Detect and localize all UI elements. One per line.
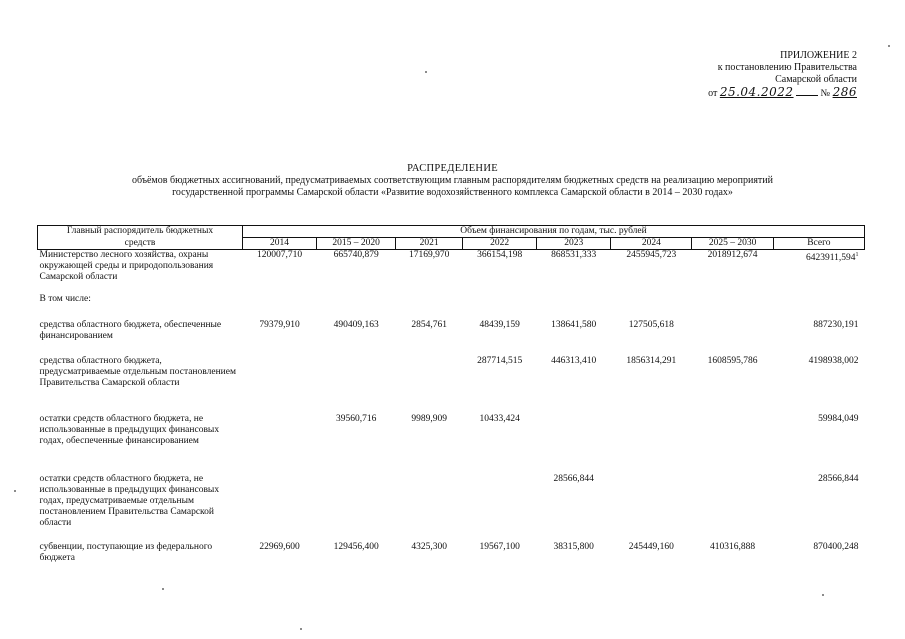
row-value [692,320,773,356]
scan-speck [888,45,890,47]
value-text: 39560,716 [335,413,377,424]
row-value [611,320,692,356]
row-value [773,414,864,474]
row-value [243,250,317,294]
value-text: 4198938,002 [808,355,859,366]
footnote-mark: 1 [855,252,859,258]
row-value [243,542,317,572]
row-value [317,320,396,356]
row-label: В том числе: [39,293,91,304]
header-year: 2024 [611,238,692,250]
row-value [317,356,396,414]
row-value [463,250,537,294]
value-text: 870400,248 [813,541,859,552]
header-year: 2014 [243,238,317,250]
row-value [243,474,317,542]
document-heading [0,163,905,199]
row-value [396,474,463,542]
row-value [611,294,692,320]
row-value [537,250,611,294]
financing-table [37,225,865,572]
table-row [38,356,865,414]
header-year: 2023 [537,238,611,250]
appendix-sign-line [708,86,857,100]
row-value [243,414,317,474]
header-year: 2025 – 2030 [692,238,773,250]
row-value [463,320,537,356]
table-body [38,250,865,572]
row-value [463,294,537,320]
table-row [38,250,865,294]
row-label: средства областного бюджета, предусматриваемые отдельным постановлением Правительства Самарской области [39,355,236,388]
row-label: средства областного бюджета, обеспеченные финансированием [39,319,222,341]
handwritten-number: 286 [832,85,857,99]
row-value [537,294,611,320]
row-label: субвенции, поступающие из федерального бюджета [39,541,213,563]
row-value [692,250,773,294]
row-value [317,474,396,542]
table-row [38,294,865,320]
row-value [317,294,396,320]
row-value [537,320,611,356]
row-value [463,542,537,572]
row-value [243,294,317,320]
header-year: 2015 – 2020 [317,238,396,250]
value-text: 19567,100 [479,541,520,552]
table-header-row-2 [38,238,865,250]
value-text: 1608595,786 [707,355,758,366]
row-value [396,250,463,294]
heading-title: РАСПРЕДЕЛЕНИЕ [407,163,498,174]
row-value [611,356,692,414]
row-value [463,356,537,414]
row-value [773,542,864,572]
value-text: 79379,910 [259,319,300,330]
row-value [692,294,773,320]
value-text: 4325,300 [411,541,447,552]
value-text: 6423911,594 [805,253,856,264]
row-value [396,320,463,356]
value-text: 2455945,723 [626,250,677,260]
appendix-line-decree: к постановлению Правительства [717,62,857,73]
from-prefix: от [708,88,718,99]
table-row [38,474,865,542]
row-value [611,414,692,474]
row-value [537,542,611,572]
scan-speck [425,71,427,73]
row-value [611,542,692,572]
value-text: 366154,198 [477,250,523,260]
value-text: 245449,160 [628,541,674,552]
handwritten-date: 25.04.2022 [719,85,794,99]
row-value [463,414,537,474]
value-text: 22969,600 [259,541,300,552]
value-text: 287714,515 [477,355,523,366]
value-text: 2018912,674 [707,250,758,260]
value-text: 2854,761 [411,319,447,330]
value-text: 665740,879 [333,250,379,260]
table-row [38,320,865,356]
header-group: Объем финансирования по годам, тыс. рублей [243,226,865,238]
row-value [317,250,396,294]
value-text: 28566,844 [818,473,859,484]
number-prefix: № [820,88,831,99]
heading-subtitle-1: объёмов бюджетных ассигнований, предусматриваемых соответствующим главным распорядителям бюджетных средств на реализацию мероприятий [131,175,773,186]
value-text: 138641,580 [551,319,597,330]
row-value [773,474,864,542]
row-label: Министерство лесного хозяйства, охраны окружающей среды и природопользования Самарской области [39,250,214,282]
table-row [38,542,865,572]
value-text: 887230,191 [813,319,859,330]
row-value [317,542,396,572]
row-value [537,474,611,542]
row-value [317,414,396,474]
row-value [463,474,537,542]
value-text: 59984,049 [818,413,859,424]
header-year: 2021 [396,238,463,250]
value-text: 120007,710 [256,250,303,260]
row-value [692,474,773,542]
value-text: 9989,909 [411,413,447,424]
row-value [611,474,692,542]
row-value [773,294,864,320]
row-label: остатки средств областного бюджета, не использованные в предыдущих финансовых годах, обеспеченные финансированием [39,413,220,446]
header-distributor-cont: средств [38,238,243,250]
appendix-title: ПРИЛОЖЕНИЕ 2 [780,50,857,61]
value-text: 17169,970 [408,250,450,260]
heading-subtitle-2: государственной программы Самарской области «Развитие водохозяйственного комплекса Самарской области в 2014 – 2030 годах» [172,187,733,198]
value-text: 446313,410 [551,355,597,366]
value-text: 127505,618 [628,319,674,330]
row-value [396,356,463,414]
table-header-row-1 [38,226,865,238]
table-row [38,414,865,474]
row-value [692,542,773,572]
row-value [692,414,773,474]
row-value [611,250,692,294]
row-value [396,414,463,474]
appendix-block [708,50,857,100]
row-value [537,414,611,474]
value-text: 410316,888 [710,541,756,552]
row-value [243,356,317,414]
header-year: 2022 [463,238,537,250]
value-text: 48439,159 [479,319,520,330]
row-value [396,542,463,572]
value-text: 10433,424 [479,413,520,424]
row-label: остатки средств областного бюджета, не использованные в предыдущих финансовых годах, предусматриваемые отдельным постановлением Правительства Самарской области [39,473,220,528]
row-value [537,356,611,414]
value-text: 28566,844 [553,473,594,484]
row-value [773,320,864,356]
row-value [773,250,864,294]
header-distributor: Главный распорядитель бюджетных [38,226,243,238]
scan-speck [162,588,164,590]
value-text: 38315,800 [553,541,594,552]
scan-speck [822,594,824,596]
value-text: 129456,400 [333,541,379,552]
row-value [243,320,317,356]
scan-speck [14,490,16,492]
value-text: 868531,333 [551,250,597,260]
row-value [773,356,864,414]
scan-speck [300,628,302,630]
value-text: 490409,163 [333,319,379,330]
row-value [396,294,463,320]
row-value [692,356,773,414]
header-year: Всего [773,238,864,250]
value-text: 1856314,291 [626,355,677,366]
appendix-line-region: Самарской области [775,74,857,85]
